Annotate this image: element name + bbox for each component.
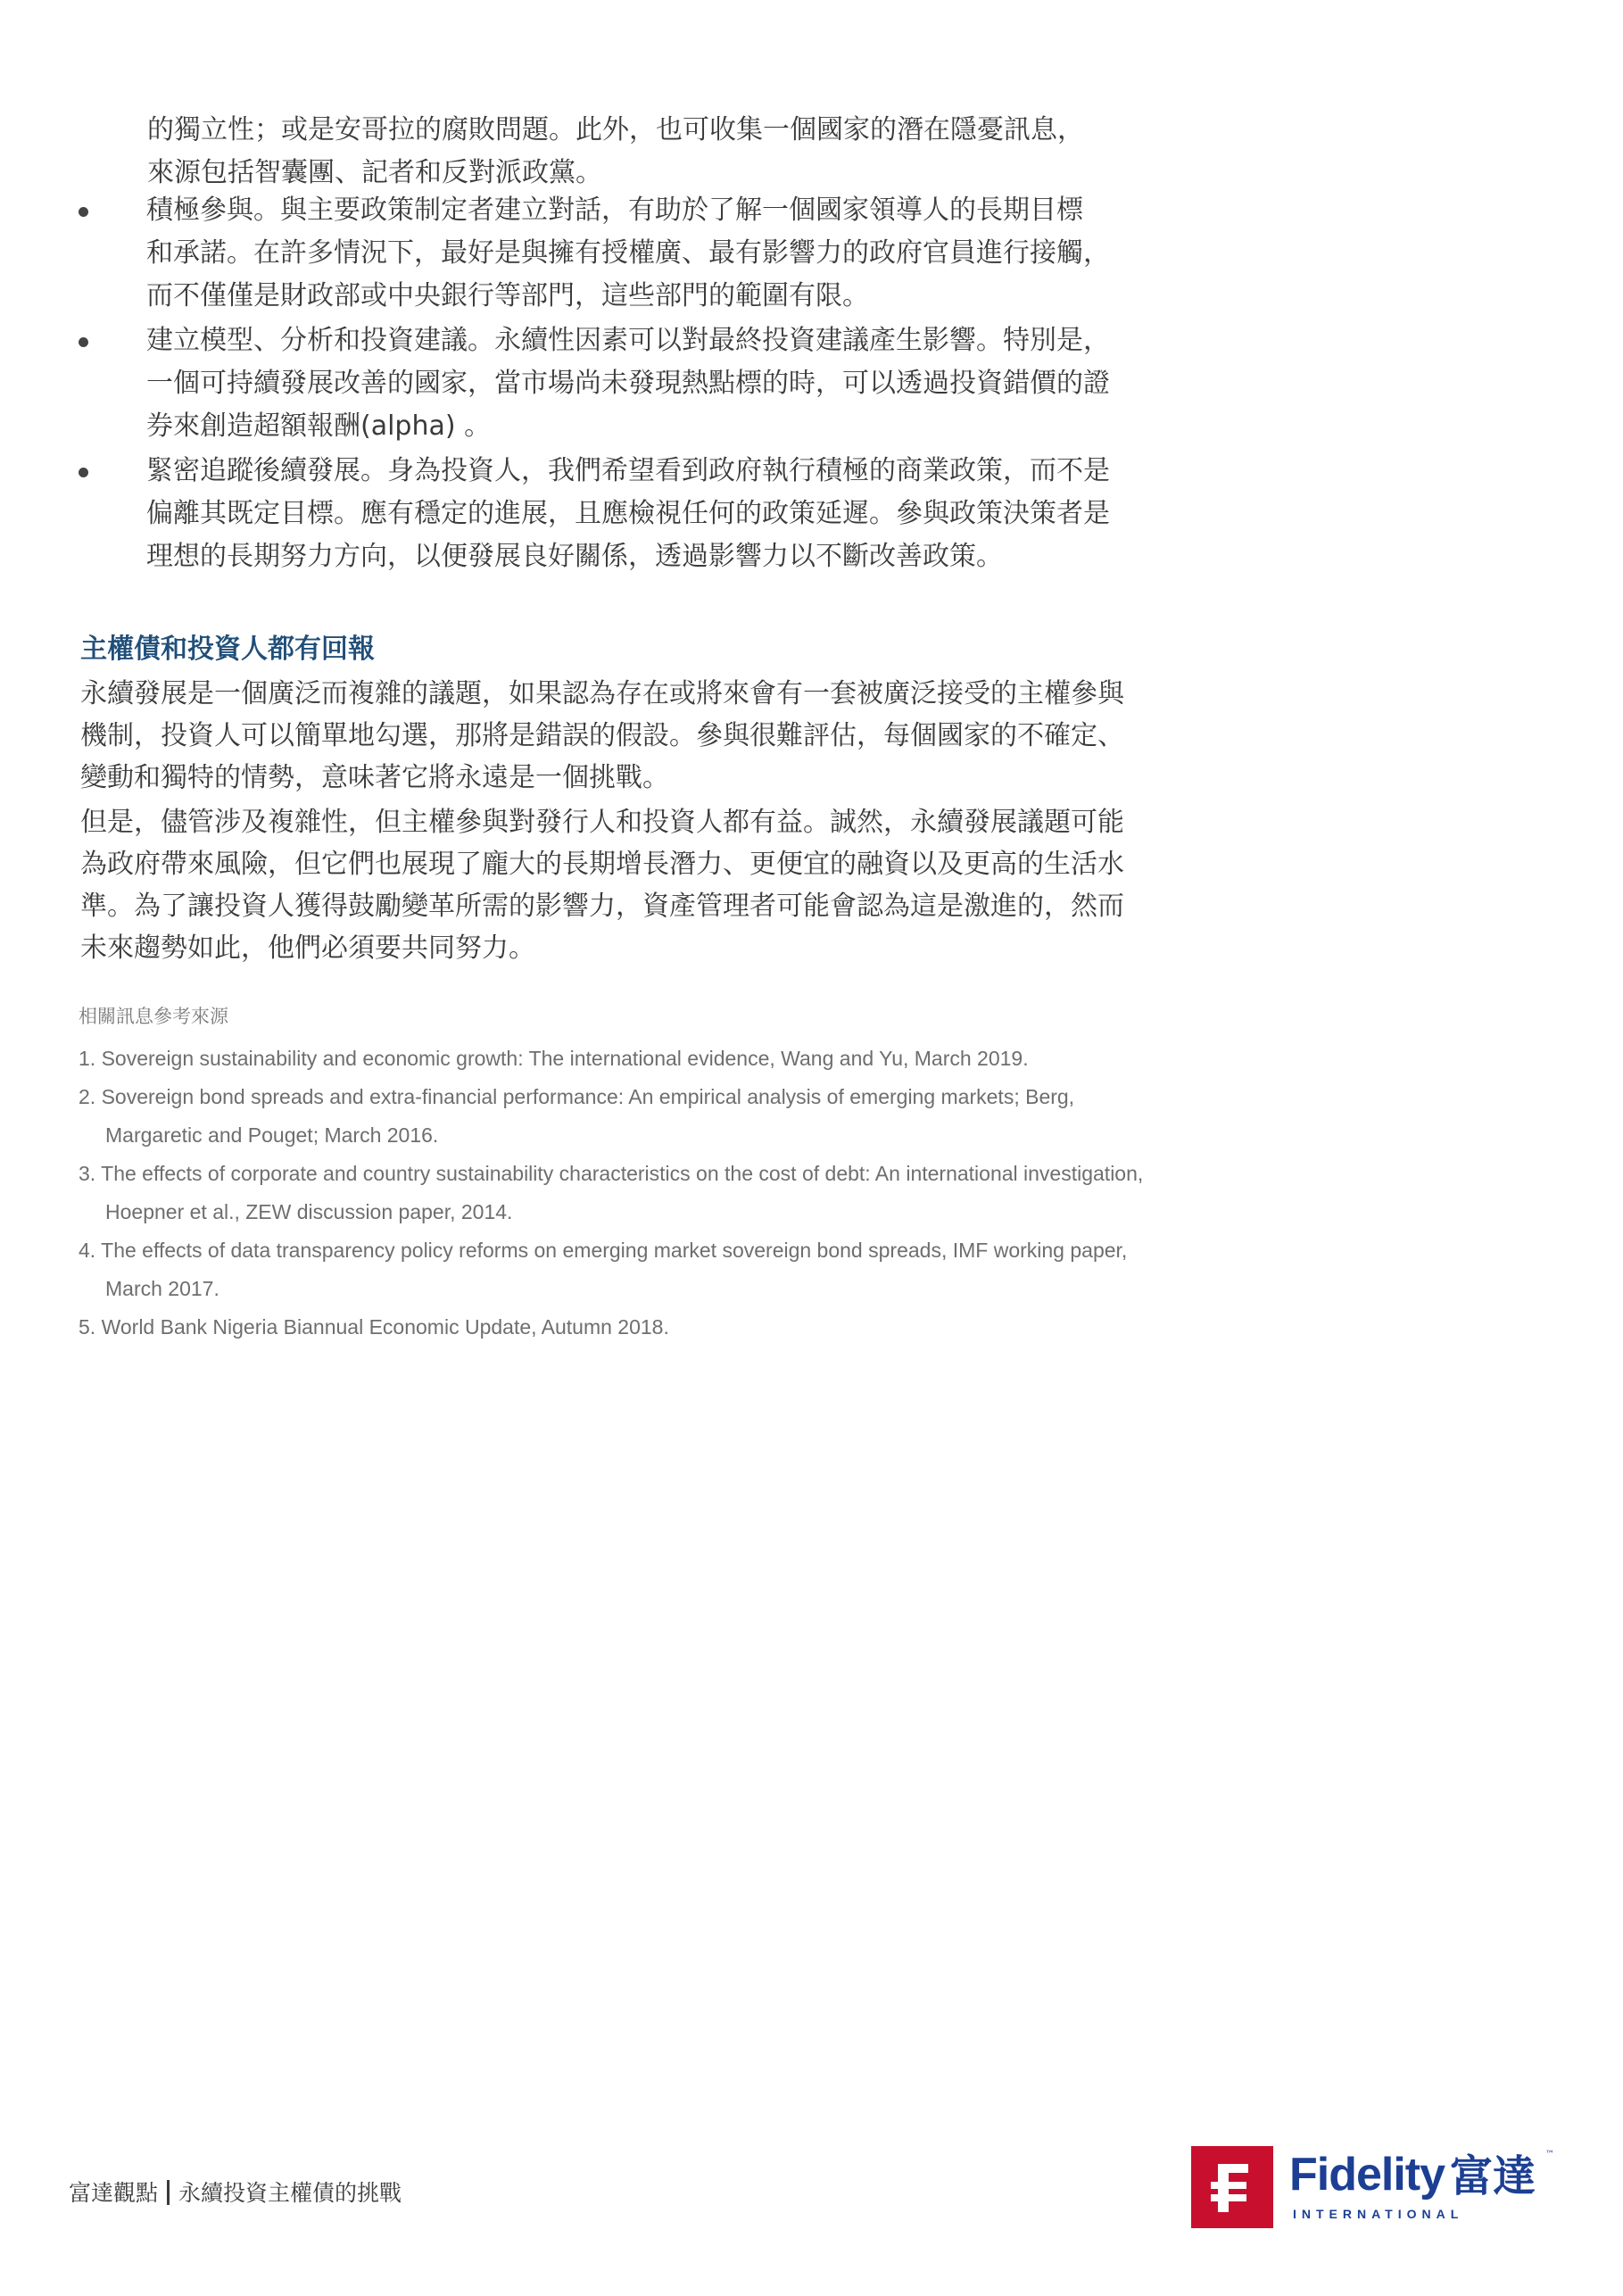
text-line: 積極參與。與主要政策制定者建立對話，有助於了解一個國家領導人的長期目標 xyxy=(146,195,1083,226)
text-line: 一個可持續發展改善的國家，當市場尚未發現熱點標的時，可以透過投資錯價的證 xyxy=(146,368,1110,399)
fidelity-mark-icon xyxy=(1191,2146,1273,2228)
fidelity-logo xyxy=(1191,2146,1557,2228)
reference-item-continuation: Margaretic and Pouget; March 2016. xyxy=(105,1123,439,1147)
reference-item: 2. Sovereign bond spreads and extra-financial performance: An empirical analysis of emerging markets; Berg, xyxy=(79,1085,1075,1108)
reference-item: 4. The effects of data transparency policy reforms on emerging market sovereign bond spreads, IMF working paper, xyxy=(79,1239,1128,1262)
text-line: 為政府帶來風險，但它們也展現了龐大的長期增長潛力、更便宜的融資以及更高的生活水 xyxy=(80,849,1124,880)
footer-divider xyxy=(167,2180,170,2205)
references-heading: 相關訊息參考來源 xyxy=(79,1006,228,1027)
text-line: 建立模型、分析和投資建議。永續性因素可以對最終投資建議產生影響。特別是， xyxy=(146,325,1110,356)
logo-chinese-name: 富達 xyxy=(1450,2151,1536,2201)
paragraph xyxy=(80,673,1267,799)
references xyxy=(79,1004,1265,1347)
text-line: 準。為了讓投資人獲得鼓勵變革所需的影響力，資產管理者可能會認為這是激進的，然而 xyxy=(80,891,1124,922)
text-line: 永續發展是一個廣泛而複雜的議題，如果認為存在或將來會有一套被廣泛接受的主權參與 xyxy=(80,678,1124,709)
footer-article-title: 永續投資主權債的挑戰 xyxy=(178,2180,402,2206)
text-line: 但是，儘管涉及複雜性，但主權參與對發行人和投資人都有益。誠然，永續發展議題可能 xyxy=(80,807,1124,838)
text-line: 緊密追蹤後續發展。身為投資人，我們希望看到政府執行積極的商業政策，而不是 xyxy=(146,455,1110,486)
text-line: 偏離其既定目標。應有穩定的進展，且應檢視任何的政策延遲。參與政策決策者是 xyxy=(146,498,1110,529)
bullet-icon xyxy=(79,468,88,477)
text-line: 未來趨勢如此，他們必須要共同努力。 xyxy=(80,932,535,964)
bullet-item xyxy=(0,189,1249,318)
section-heading: 主權債和投資人都有回報 xyxy=(80,634,375,665)
text-line: 來源包括智囊團、記者和反對派政黨。 xyxy=(147,157,602,188)
bullet-icon xyxy=(79,207,88,217)
bullet-icon xyxy=(79,337,88,347)
reference-item: 5. World Bank Nigeria Biannual Economic Update, Autumn 2018. xyxy=(79,1315,669,1339)
text-line: 變動和獨特的情勢，意味著它將永遠是一個挑戰。 xyxy=(80,762,669,793)
bullet-item xyxy=(0,319,1249,448)
bullet-list xyxy=(0,189,1249,580)
logo-subtitle: INTERNATIONAL xyxy=(1293,2207,1464,2221)
reference-item-continuation: Hoepner et al., ZEW discussion paper, 2014. xyxy=(105,1200,513,1223)
section-rewards xyxy=(80,630,1267,969)
text-line: 券來創造超額報酬(alpha) 。 xyxy=(146,410,492,442)
text-line: 的獨立性；或是安哥拉的腐敗問題。此外，也可收集一個國家的潛在隱憂訊息， xyxy=(147,114,1084,145)
text-line: 和承諾。在許多情況下，最好是與擁有授權廣、最有影響力的政府官員進行接觸， xyxy=(146,237,1110,269)
footer-title xyxy=(69,2178,402,2209)
continuation-paragraph xyxy=(147,109,1209,195)
text-line: 而不僅僅是財政部或中央銀行等部門，這些部門的範圍有限。 xyxy=(146,280,869,311)
footer-series: 富達觀點 xyxy=(69,2180,159,2206)
logo-trademark: ™ xyxy=(1545,2150,1554,2159)
reference-item: 1. Sovereign sustainability and economic growth: The international evidence, Wang and Yu, March 2019. xyxy=(79,1047,1029,1070)
text-line: 理想的長期努力方向，以便發展良好關係，透過影響力以不斷改善政策。 xyxy=(146,541,1003,572)
logo-wordmark: Fidelity xyxy=(1289,2149,1445,2201)
bullet-item xyxy=(0,450,1249,578)
text-line: 機制，投資人可以簡單地勾選，那將是錯誤的假設。參與很難評估，每個國家的不確定、 xyxy=(80,720,1124,751)
reference-item: 3. The effects of corporate and country sustainability characteristics on the cost of debt: An international investigation, xyxy=(79,1162,1144,1185)
reference-item-continuation: March 2017. xyxy=(105,1277,219,1300)
paragraph xyxy=(80,801,1267,969)
